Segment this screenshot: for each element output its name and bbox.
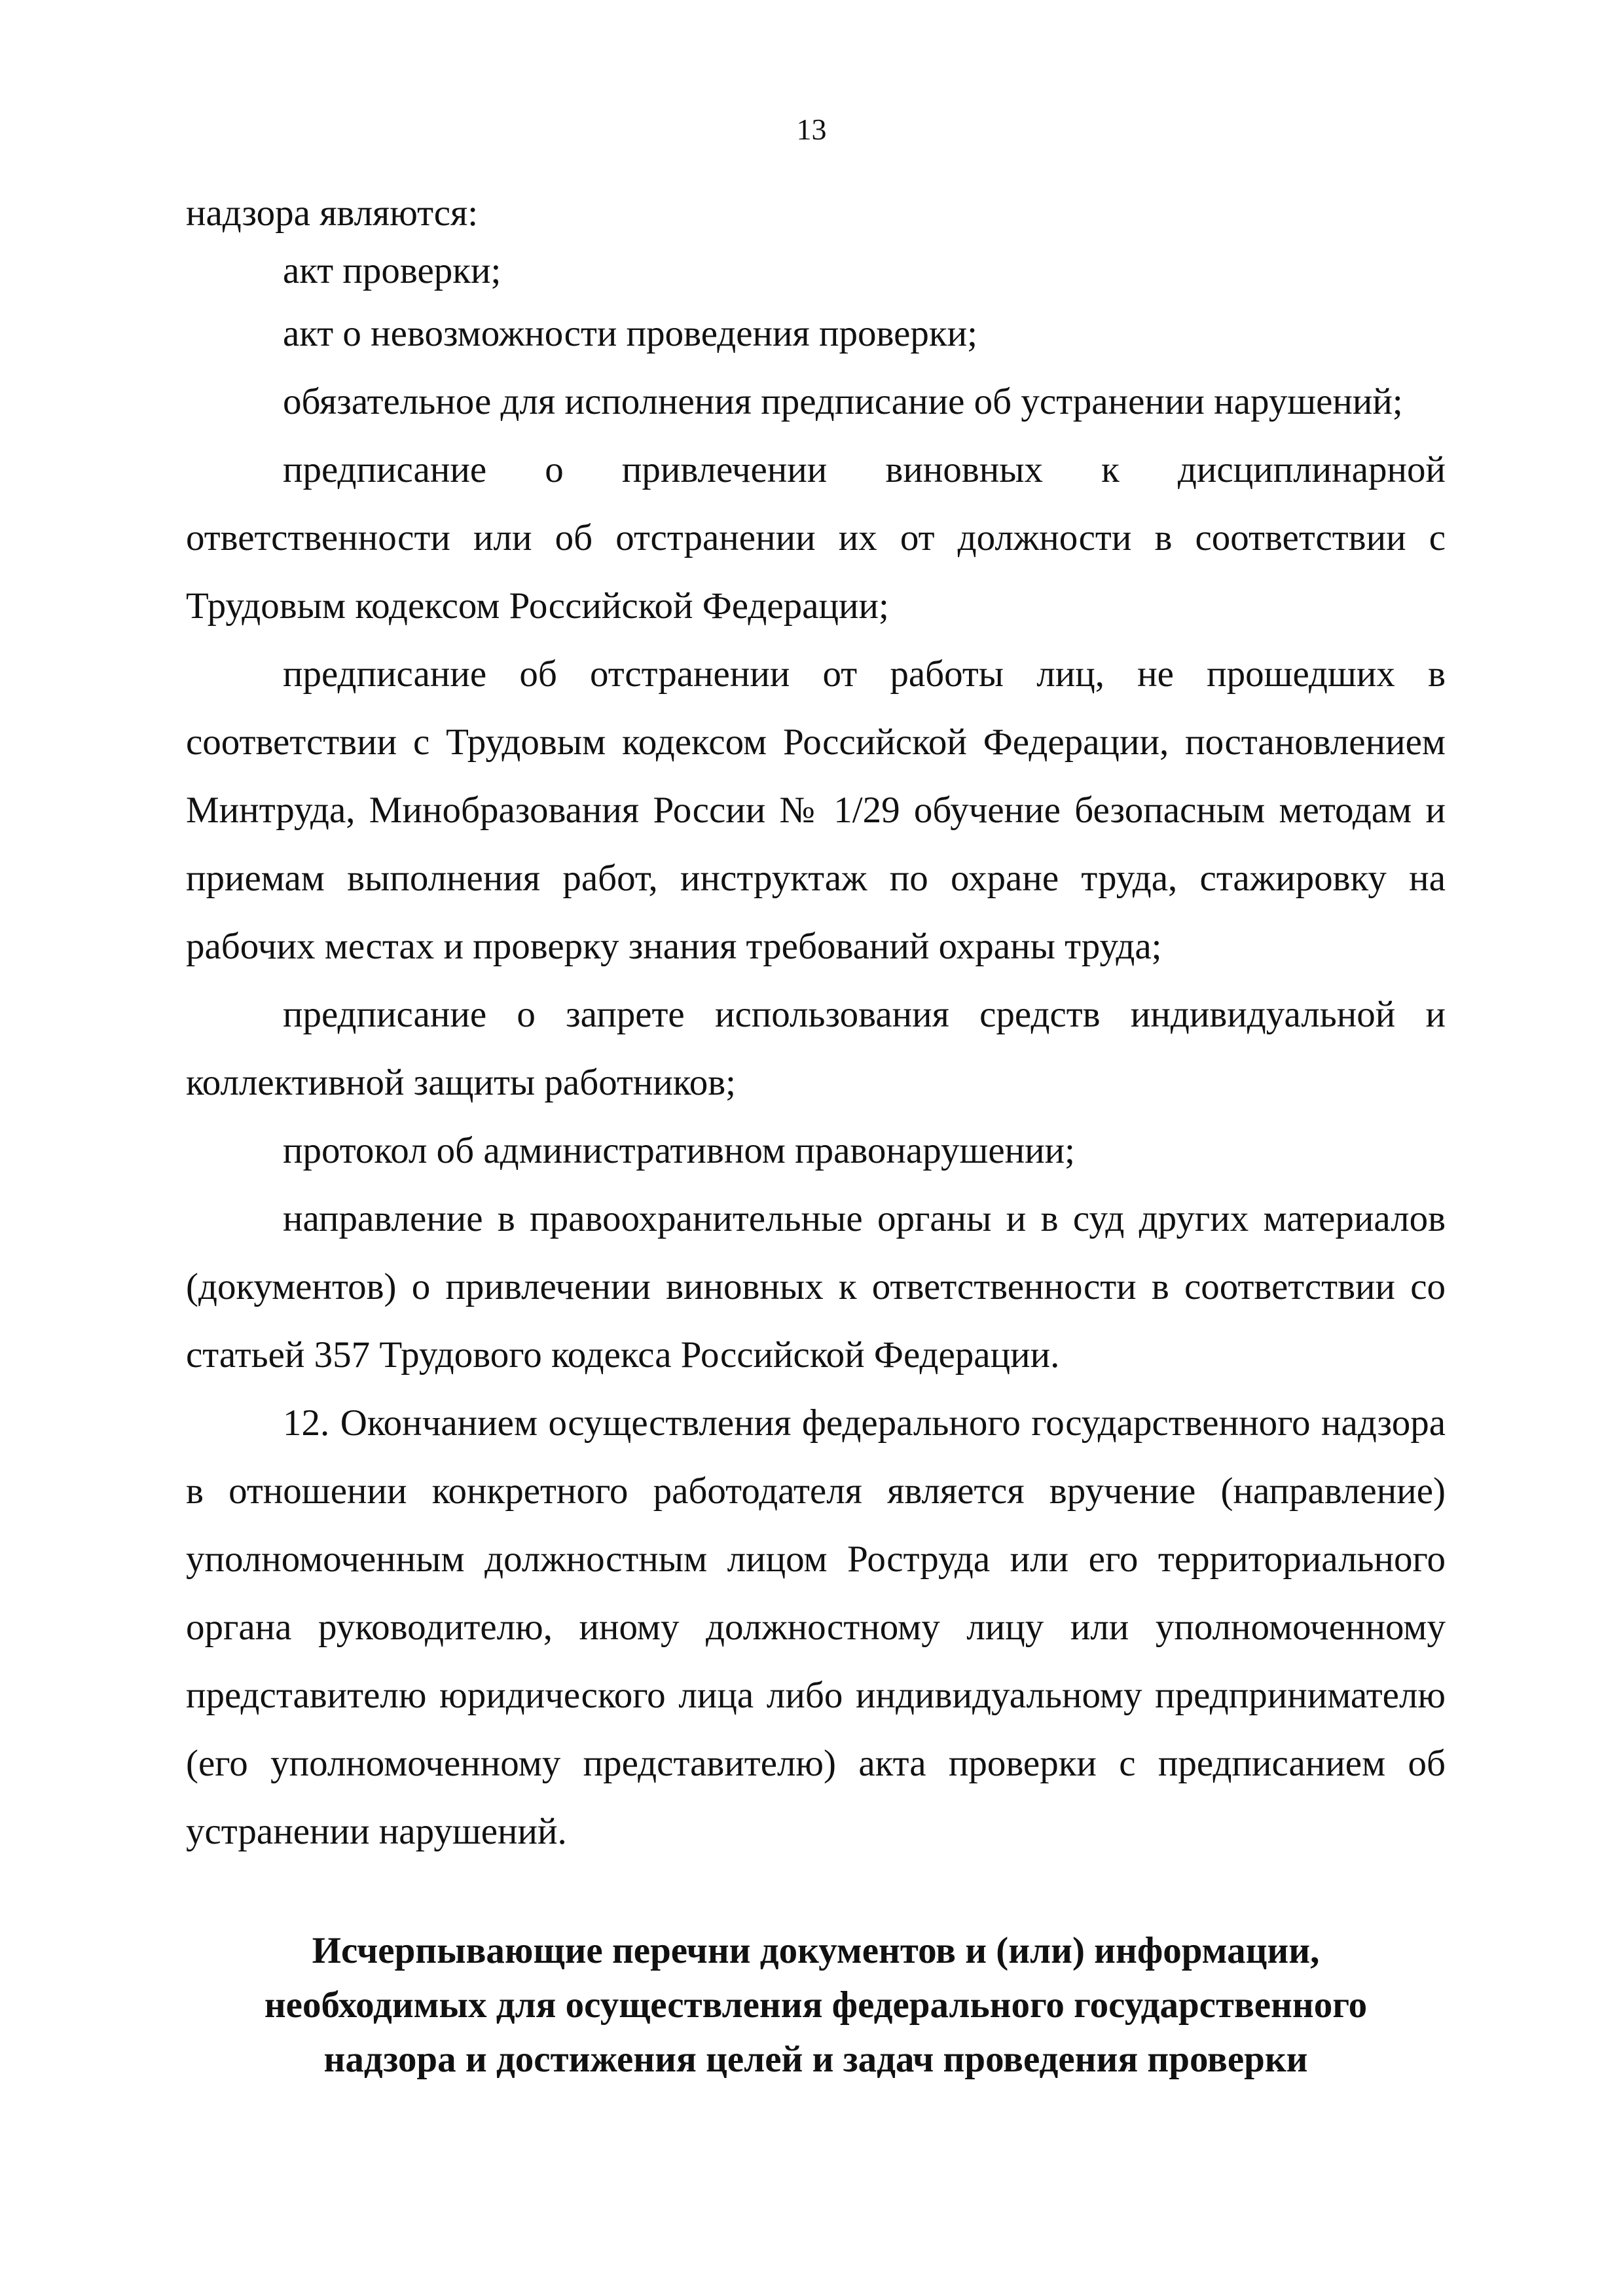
list-item-mandatory-order: обязательное для исполнения предписание об устранении нарушений; bbox=[283, 381, 1403, 422]
list-item-disciplinary-order: предписание о привлечении виновных к дисциплинарной ответственности или об отстранении их от должности в соответствии с Трудовым кодексом Российской Федерации; bbox=[186, 449, 1446, 627]
page-number: 13 bbox=[796, 113, 827, 146]
list-item-protective-equipment-order: предписание о запрете использования средств индивидуальной и коллективной защиты работников; bbox=[186, 994, 1446, 1103]
list-item-law-enforcement-referral: направление в правоохранительные органы и в суд других материалов (документов) о привлечении виновных к ответственности в соответствии со статьей 357 Трудового кодекса Российской Федерации. bbox=[186, 1198, 1446, 1376]
list-item-offense-protocol: протокол об административном правонарушении; bbox=[283, 1130, 1075, 1171]
list-item-inspection-act: акт проверки; bbox=[283, 250, 501, 291]
clause-12: 12. Окончанием осуществления федерального государственного надзора в отношении конкретного работодателя является вручение (направление) уполномоченным должностным лицом Роструда или его территориального органа руководителю, иному должностному лицу или уполномоченному представителю юридического лица либо индивидуальному предпринимателю (его уполномоченному представителю) акта проверки с предписанием об устранении нарушений. bbox=[186, 1402, 1446, 1852]
section-heading-line-1: Исчерпывающие перечни документов и (или) информации, bbox=[312, 1930, 1320, 1971]
list-item-impossibility-act: акт о невозможности проведения проверки; bbox=[283, 313, 977, 354]
section-heading-line-2: необходимых для осуществления федерального государственного bbox=[264, 1984, 1368, 2026]
document-body bbox=[186, 185, 1446, 1866]
section-heading-line-3: надзора и достижения целей и задач проведения проверки bbox=[323, 2039, 1308, 2080]
paragraph-continuation: надзора являются: bbox=[186, 192, 479, 234]
list-item-suspension-order: предписание об отстранении от работы лиц, не прошедших в соответствии с Трудовым кодексом Российской Федерации, постановлением Минтруда, Минобразования России № 1/29 обучение безопасным методам и приемам выполнения работ, инструктаж по охране труда, стажировку на рабочих местах и проверку знания требований охраны труда; bbox=[186, 653, 1446, 967]
section-heading bbox=[186, 1923, 1446, 2086]
